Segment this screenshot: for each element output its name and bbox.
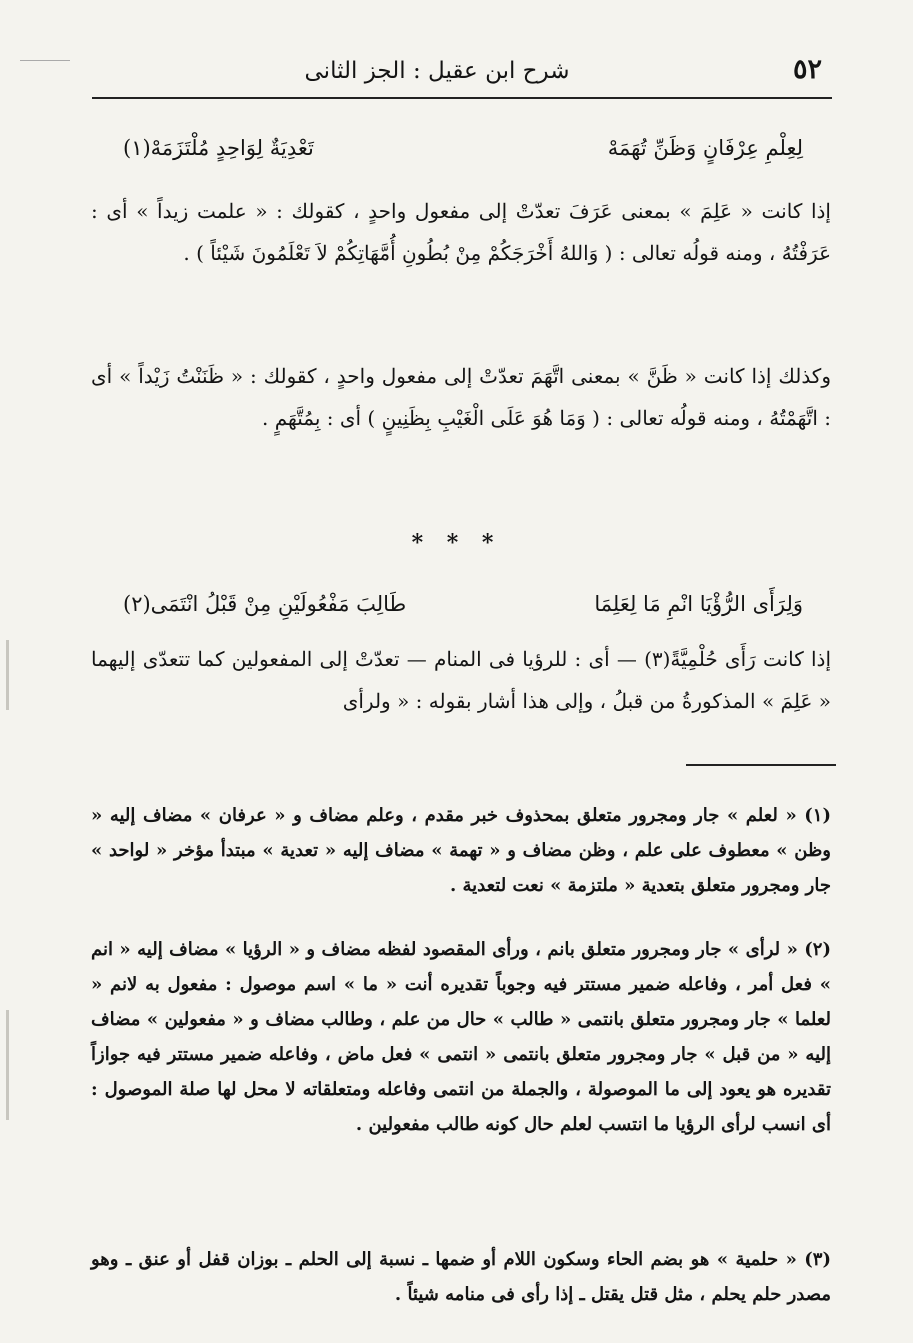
verse-line: [123, 592, 803, 616]
section-separator: * * *: [411, 530, 502, 556]
footnote-rule: [686, 764, 836, 766]
running-title: شرح ابن عقيل : الجز الثانى: [304, 58, 570, 84]
header-rule: [92, 97, 832, 99]
verse-line: [123, 136, 803, 160]
verse-second-hemistich: طَالِبَ مَفْعُولَيْنِ مِنْ قَبْلُ انْتَمَى(٢): [123, 592, 407, 616]
verse-first-hemistich: وَلِرَأَى الرُّؤْيَا انْمِ مَا لِعَلِمَا: [594, 592, 803, 616]
verse-first-hemistich: لِعِلْمِ عِرْفَانٍ وَظَنِّ تُهَمَهْ: [607, 136, 803, 160]
page-header: [92, 50, 832, 100]
commentary-paragraph: وكذلك إذا كانت « ظَنَّ » بمعنى اتَّهَمَ تعدّتْ إلى مفعول واحدٍ ، كقولك : « ظَنَنْتُ زَيْداً » أى : اتَّهَمْتُهُ ، ومنه قولُه تعالى : ( وَمَا هُوَ عَلَى الْغَيْبِ بِظَنِينٍ ) أى : بِمُتَّهَمٍ .: [91, 364, 831, 430]
page-edge-shadow: [6, 1010, 9, 1120]
footnote: (١) « لعلم » جار ومجرور متعلق بمحذوف خبر مقدم ، وعلم مضاف و « عرفان » مضاف إليه « وظن » معطوف على علم ، وظن مضاف و « تهمة » مضاف إليه « تعدية » مبتدأ مؤخر « لواحد » جار ومجرور متعلق بتعدية « ملتزمة » نعت لتعدية .: [91, 805, 831, 896]
footnote: (٣) « حلمية » هو بضم الحاء وسكون اللام أو ضمها ـ نسبة إلى الحلم ـ بوزان قفل أو عنق ـ وهو مصدر حلم يحلم ، مثل قتل يقتل ـ إذا رأى فى منامه شيئاً .: [91, 1249, 831, 1305]
page-number: ٥٢: [792, 54, 822, 85]
page-edge-shadow: [6, 640, 9, 710]
footnote: (٢) « لرأى » جار ومجرور متعلق بانم ، ورأى المقصود لفظه مضاف و « الرؤيا » مضاف إليه « انم » فعل أمر ، وفاعله ضمير مستتر فيه وجوباً تقديره أنت « ما » اسم موصول : مفعول به لانم « لعلما » جار ومجرور متعلق بانتمى « طالب » حال من علم ، وطالب مضاف و « مفعولين » مضاف إليه « من قبل » جار ومجرور متعلق بانتمى « انتمى » فعل ماض ، وفاعله ضمير مستتر فيه جوازاً تقديره هو يعود إلى ما الموصولة ، والجملة من انتمى وفاعله ومتعلقاته لا محل لها صلة الموصول : أى انسب لرأى الرؤيا ما انتسب لعلم حال كونه طالب مفعولين .: [91, 939, 831, 1135]
margin-mark: [20, 60, 70, 61]
commentary-paragraph: إذا كانت رَأَى حُلْمِيَّةً(٣) — أى : للرؤيا فى المنام — تعدّتْ إلى المفعولين كما تتعدّى إليهما « عَلِمَ » المذكورةُ من قبلُ ، وإلى هذا أشار بقوله : « ولرأى: [91, 647, 832, 713]
commentary-paragraph: إذا كانت « عَلِمَ » بمعنى عَرَفَ تعدّتْ إلى مفعول واحدٍ ، كقولك : « علمت زيداً » أى : عَرَفْتُهُ ، ومنه قولُه تعالى : ( وَاللهُ أَخْرَجَكُمْ مِنْ بُطُونِ أُمَّهَاتِكُمْ لاَ تَعْلَمُونَ شَيْئاً ) .: [91, 199, 831, 265]
verse-second-hemistich: تَعْدِيَةٌ لِوَاحِدٍ مُلْتَزَمَهْ(١): [123, 136, 314, 160]
